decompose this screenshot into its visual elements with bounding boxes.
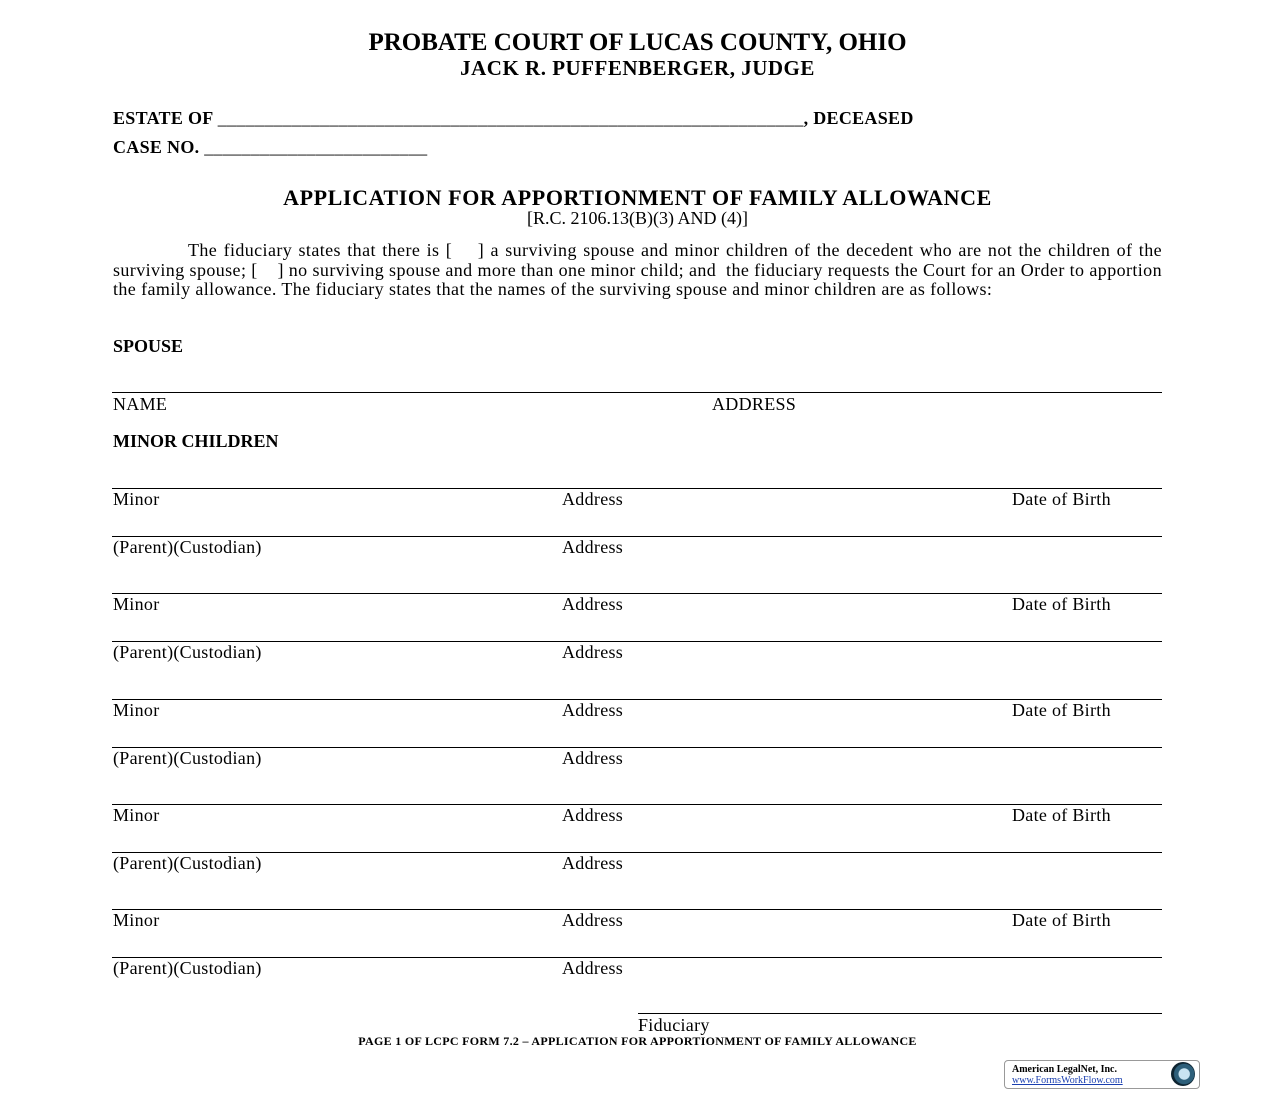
minor-line[interactable] bbox=[112, 593, 1162, 594]
parent-line[interactable] bbox=[112, 957, 1162, 958]
minor-label: Minor bbox=[113, 910, 160, 931]
minor-line[interactable] bbox=[112, 699, 1162, 700]
case-label: CASE NO. bbox=[113, 137, 200, 157]
date-of-birth-label: Date of Birth bbox=[1012, 910, 1111, 931]
minor-address-label: Address bbox=[562, 910, 624, 931]
case-line bbox=[113, 137, 427, 158]
parent-line[interactable] bbox=[112, 852, 1162, 853]
minor-label: Minor bbox=[113, 804, 160, 825]
globe-icon bbox=[1171, 1062, 1195, 1086]
fiduciary-statement: The fiduciary states that there is [ ] a surviving spouse and minor children of the decedent who are not the children of the surviving spouse; [ ] no surviving spouse and more than one minor child; and the fiduciary requests the Court for an Order to apportion the family allowance. The fiduciary states that the names of the surviving spouse and minor children are as follows: bbox=[113, 240, 1167, 299]
form-title: APPLICATION FOR APPORTIONMENT OF FAMILY ALLOWANCE bbox=[283, 185, 992, 210]
american-legalnet-logo bbox=[1004, 1060, 1200, 1089]
parent-line[interactable] bbox=[112, 536, 1162, 537]
logo-url[interactable]: www.FormsWorkFlow.com bbox=[1012, 1075, 1123, 1086]
minor-label: Minor bbox=[113, 699, 160, 720]
deceased-label: , DECEASED bbox=[803, 108, 914, 128]
estate-line bbox=[113, 108, 914, 129]
page-footer: PAGE 1 OF LCPC FORM 7.2 – APPLICATION FOR APPORTIONMENT OF FAMILY ALLOWANCE bbox=[358, 1034, 917, 1048]
parent-custodian-label: (Parent)(Custodian) bbox=[113, 852, 262, 873]
parent-custodian-label: (Parent)(Custodian) bbox=[113, 958, 262, 979]
judge-name: JACK R. PUFFENBERGER, JUDGE bbox=[460, 56, 815, 80]
court-title: PROBATE COURT OF LUCAS COUNTY, OHIO bbox=[368, 29, 907, 56]
minor-label: Minor bbox=[113, 489, 160, 509]
spouse-heading: SPOUSE bbox=[113, 336, 184, 356]
minor-address-label: Address bbox=[562, 804, 624, 825]
logo-company: American LegalNet, Inc. bbox=[1012, 1064, 1117, 1075]
date-of-birth-label: Date of Birth bbox=[1012, 804, 1111, 825]
parent-line[interactable] bbox=[112, 641, 1162, 642]
parent-custodian-label: (Parent)(Custodian) bbox=[113, 642, 262, 663]
spouse-line[interactable] bbox=[112, 392, 1162, 393]
parent-address-label: Address bbox=[562, 747, 624, 768]
minor-address-label: Address bbox=[562, 594, 624, 615]
minor-address-label: Address bbox=[562, 489, 624, 509]
fiduciary-label: Fiduciary bbox=[638, 1015, 710, 1035]
statute-reference: [R.C. 2106.13(B)(3) AND (4)] bbox=[527, 208, 748, 228]
parent-address-label: Address bbox=[562, 642, 624, 663]
minor-line[interactable] bbox=[112, 909, 1162, 910]
parent-address-label: Address bbox=[562, 958, 624, 979]
spouse-name-label: NAME bbox=[113, 394, 168, 414]
date-of-birth-label: Date of Birth bbox=[1012, 699, 1111, 720]
parent-address-label: Address bbox=[562, 537, 624, 557]
parent-line[interactable] bbox=[112, 747, 1162, 748]
minor-address-label: Address bbox=[562, 699, 624, 720]
case-number-field[interactable]: ________________________ bbox=[204, 137, 428, 157]
spouse-address-label: ADDRESS bbox=[712, 394, 797, 414]
parent-custodian-label: (Parent)(Custodian) bbox=[113, 537, 262, 557]
parent-address-label: Address bbox=[562, 852, 624, 873]
parent-custodian-label: (Parent)(Custodian) bbox=[113, 747, 262, 768]
fiduciary-signature-line[interactable] bbox=[638, 1013, 1162, 1014]
estate-label: ESTATE OF bbox=[113, 108, 213, 128]
minor-label: Minor bbox=[113, 594, 160, 615]
date-of-birth-label: Date of Birth bbox=[1012, 594, 1111, 615]
minor-line[interactable] bbox=[112, 804, 1162, 805]
minor-children-heading: MINOR CHILDREN bbox=[113, 431, 279, 451]
estate-name-field[interactable]: _______________________________________________________________ bbox=[217, 108, 804, 128]
minor-line[interactable] bbox=[112, 488, 1162, 489]
date-of-birth-label: Date of Birth bbox=[1012, 489, 1111, 509]
